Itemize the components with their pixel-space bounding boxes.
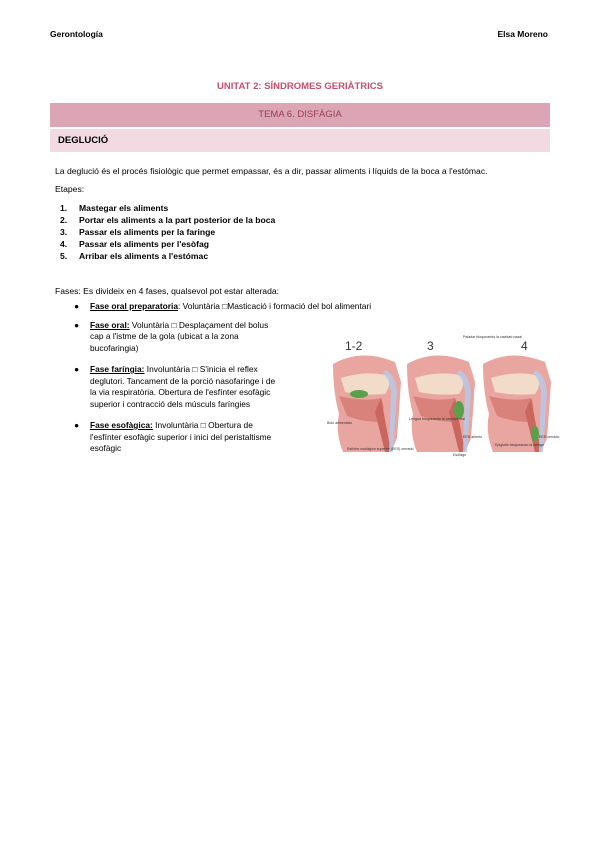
phase-line: Voluntària □ Desplaçament del bolus bbox=[129, 319, 269, 330]
header-subject: Gerontología bbox=[50, 29, 103, 39]
label-tongue: Lengua bloqueando la cavidad oral bbox=[409, 417, 465, 421]
bullet-icon: ● bbox=[74, 301, 80, 311]
list-item-number: 3. bbox=[60, 227, 68, 237]
label-esophagus: Esófago bbox=[453, 453, 467, 457]
stages-label: Etapes: bbox=[55, 184, 85, 194]
list-item-text: Portar els aliments a la part posterior de la boca bbox=[79, 215, 276, 225]
phase-name: Fase faríngia: bbox=[90, 364, 145, 374]
label-ees-closed: EES cerrado bbox=[539, 435, 560, 439]
label-ees-open: EES abierto bbox=[463, 435, 483, 439]
header-author: Elsa Moreno bbox=[497, 29, 548, 39]
phase-line: Involuntària □ S'inicia el reflex bbox=[144, 364, 258, 374]
list-item-number: 4. bbox=[60, 239, 68, 249]
phases-intro: Fases: Es divideix en 4 fases, qualsevol pot estar alterada: bbox=[55, 286, 280, 296]
panel-label: 4 bbox=[521, 339, 528, 353]
panel-label: 1-2 bbox=[345, 339, 363, 353]
phase-line: cap a l'istme de la gola (ubicat a la zona bbox=[90, 331, 239, 341]
list-item-number: 1. bbox=[60, 203, 68, 213]
phase-line: la via respiratòria. Obertura de l'esfínter esofàgic bbox=[90, 387, 271, 397]
phase-name: Fase oral: bbox=[90, 319, 130, 330]
label-ues-closed: Esfínter esofágico superior (EES) cerrado bbox=[347, 447, 414, 451]
phase-item bbox=[74, 301, 371, 313]
phase-line: l'esfínter esofàgic superior i inici del peristaltisme bbox=[90, 431, 272, 442]
label-bolus: Bolo alimenticio bbox=[327, 421, 353, 425]
phase-line: deglutori. Tancament de la porció nasofaringe i de bbox=[90, 375, 276, 386]
panel-label: 3 bbox=[427, 339, 434, 353]
label-epiglottis: Epiglotis bloqueando la laringe bbox=[495, 443, 544, 447]
panel-1-2 bbox=[333, 339, 401, 452]
section-title-bar: DEGLUCIÓ bbox=[50, 129, 550, 152]
phase-line: bucofaringia) bbox=[90, 342, 139, 353]
list-item bbox=[60, 238, 275, 250]
phase-line: : Voluntària □Masticació i formació del bol alimentari bbox=[177, 301, 372, 311]
list-item-text: Passar els aliments per la faringe bbox=[79, 227, 216, 237]
list-item bbox=[60, 226, 275, 238]
unit-title: UNITAT 2: SÍNDROMES GERIÀTRICS bbox=[217, 81, 383, 92]
stages-list bbox=[60, 202, 275, 262]
definition-paragraph: La deglució és el procés fisiològic que permet empassar, és a dir, passar aliments i líquids de la boca a l'estómac. bbox=[55, 166, 488, 176]
list-item bbox=[60, 250, 275, 262]
phase-name: Fase oral preparatoria bbox=[90, 301, 178, 311]
label-palate: Paladar bloqueando la cavidad nasal bbox=[463, 335, 522, 339]
bullet-icon: ● bbox=[74, 319, 80, 330]
topic-title-bar: TEMA 6. DISFÀGIA bbox=[50, 103, 550, 127]
list-item-text: Mastegar els aliments bbox=[79, 203, 169, 213]
list-item-number: 5. bbox=[60, 251, 68, 261]
bullet-icon: ● bbox=[74, 420, 80, 430]
phase-name: Fase esofàgica: bbox=[90, 420, 153, 430]
phase-line: superior i contracció dels músculs faríngies bbox=[90, 398, 251, 409]
swallowing-phases-figure bbox=[323, 332, 560, 462]
bullet-icon: ● bbox=[74, 364, 80, 374]
list-item-text: Arribar els aliments a l'estómac bbox=[79, 251, 209, 261]
phase-line: esofàgic bbox=[90, 443, 122, 453]
list-item-number: 2. bbox=[60, 215, 68, 225]
phase-line: Involuntària □ Obertura de bbox=[152, 420, 253, 430]
list-item bbox=[60, 202, 275, 214]
list-item bbox=[60, 214, 275, 226]
list-item-text: Passar els aliments per l'esòfag bbox=[79, 239, 210, 249]
